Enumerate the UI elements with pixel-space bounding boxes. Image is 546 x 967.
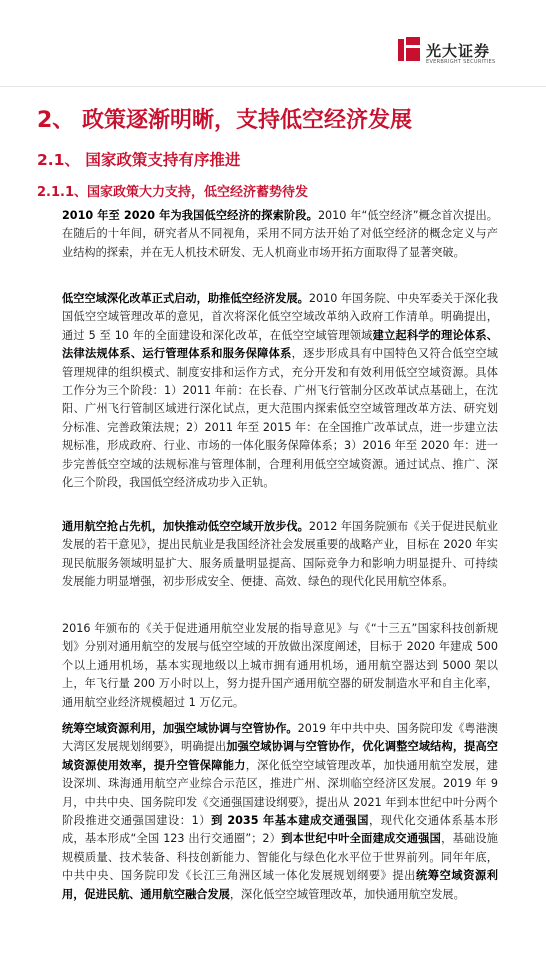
brand-logo-icon	[398, 37, 420, 61]
paragraph-emphasis: 统筹空域资源利用，促进民航、通用航空融合发展	[62, 869, 498, 901]
paragraph-text: ，深化低空空域管理改革，加快通用航空发展。	[229, 887, 465, 901]
brand-subtitle: EVERBRIGHT SECURITIES	[426, 59, 496, 65]
paragraph-lead: 2010 年至 2020 年为我国低空经济的探索阶段。	[62, 209, 318, 222]
subsection-heading: 2.1、 国家政策支持有序推进	[37, 151, 241, 169]
paragraph-2016-policy	[62, 620, 498, 712]
paragraph-text: 2012 年国务院颁布《关于促进民航业发展的若干意见》，提出民航业是我国经济社会发展重要的战略产业，目标在 2020 年实现民航服务领域明显扩大、服务质量明显提高、国际竞争力和影响力明显提升、可持续发展能力明显增强，初步形成安全、便捷、高效、绿色的现代化民用航空体系。	[62, 520, 498, 589]
paragraph-lead: 低空空域深化改革正式启动，助推低空经济发展。	[62, 292, 309, 305]
paragraph-airspace-reform	[62, 290, 498, 492]
paragraph-text: ，深化低空空域管理改革，加快通用航空发展，建设深圳、珠海通用航空产业综合示范区，推进广州、深圳临空经济区发展。2019 年 9 月，中共中央、国务院印发《交通强国建设纲要》，提出从 2021 年到本世纪中叶分两个阶段推进交通强国建设：1）	[62, 758, 498, 828]
paragraph-emphasis: 建立起科学的理论体系、法律法规体系、运行管理体系和服务保障体系	[62, 328, 498, 361]
header-divider	[0, 86, 546, 87]
paragraph-lead: 统筹空域资源利用，加强空域协调与空管协作。	[62, 722, 298, 735]
paragraph-lead: 通用航空抢占先机，加快推动低空空域开放步伐。	[62, 520, 309, 533]
paragraph-text: 2019 年中共中央、国务院印发《粤港澳大湾区发展规划纲要》，明确提出	[62, 722, 498, 754]
paragraph-exploration	[62, 207, 498, 262]
paragraph-airspace-coordination	[62, 720, 498, 904]
paragraph-text: ，基础设施规模质量、技术装备、科技创新能力、智能化与绿色化水平位于世界前列。同年年底，中共中央、国务院印发《长江三角洲区域一体化发展规划纲要》提出	[62, 832, 498, 883]
paragraph-text: 2010 年国务院、中央军委关于深化我国低空空域管理改革的意见，首次将深化低空空域改革纳入政府工作清单。明确提出，通过 5 至 10 年的全面建设和深化改革，在低空空域管理领域	[62, 292, 498, 342]
paragraph-emphasis: 到 2035 年基本建成交通强国	[211, 814, 369, 828]
paragraph-general-aviation	[62, 518, 498, 592]
subsubsection-heading: 2.1.1、国家政策大力支持，低空经济蓄势待发	[37, 185, 309, 200]
paragraph-text: 2016 年颁布的《关于促进通用航空业发展的指导意见》与《“十三五”国家科技创新规划》分别对通用航空的发展与低空空域的开放做出深度阐述，目标于 2020 年建成 500 个以上通用机场，基本实现地级以上城市拥有通用机场，通用航空器达到 5000 架以上，年飞行量 200 万小时以上，努力提升国产通用航空器的研发制造水平和自主化率，通用航空业经济规模超过 1 万亿元。	[62, 622, 498, 709]
paragraph-text: 2010 年“低空经济”概念首次提出。在随后的十年间，研究者从不同视角，采用不同方法开始了对低空经济的概念定义与产业结构的探索，并在无人机技术研发、无人机商业市场开拓方面取得了显著突破。	[62, 209, 498, 259]
paragraph-emphasis: 到本世纪中叶全面建成交通强国	[281, 832, 442, 846]
paragraph-emphasis: 加强空域协调与空管协作，优化调整空域结构，提高空域资源使用效率，提升空管保障能力	[62, 740, 498, 772]
paragraph-text: ，逐步形成具有中国特色又符合低空空域管理规律的组织模式、制度安排和运作方式，充分开发和有效利用低空空域资源。具体工作分为三个阶段：1）2011 年前：在长春、广州飞行管制分区改革试点基础上，在沈阳、广州飞行管制区域进行深化试点，更大范围内探索低空空域管理改革方法、研究划分标准、完善政策法规；2）2011 年至 2015 年：在全国推广改革试点，进一步建立法规标准，形成政府、行业、市场的一体化服务保障体系；3）2016 年至 2020 年：进一步完善低空空域的法规标准与管理体制，合理利用低空空域资源。通过试点、推广、深化三个阶段，我国低空经济成功步入正轨。	[62, 347, 498, 490]
brand-name: 光大证券	[426, 42, 491, 60]
paragraph-text: ，现代化交通体系基本形成，基本形成“全国 123 出行交通圈”；2）	[62, 814, 498, 846]
brand-logo	[398, 37, 528, 71]
section-heading: 2、 政策逐渐明晰，支持低空经济发展	[37, 108, 412, 133]
